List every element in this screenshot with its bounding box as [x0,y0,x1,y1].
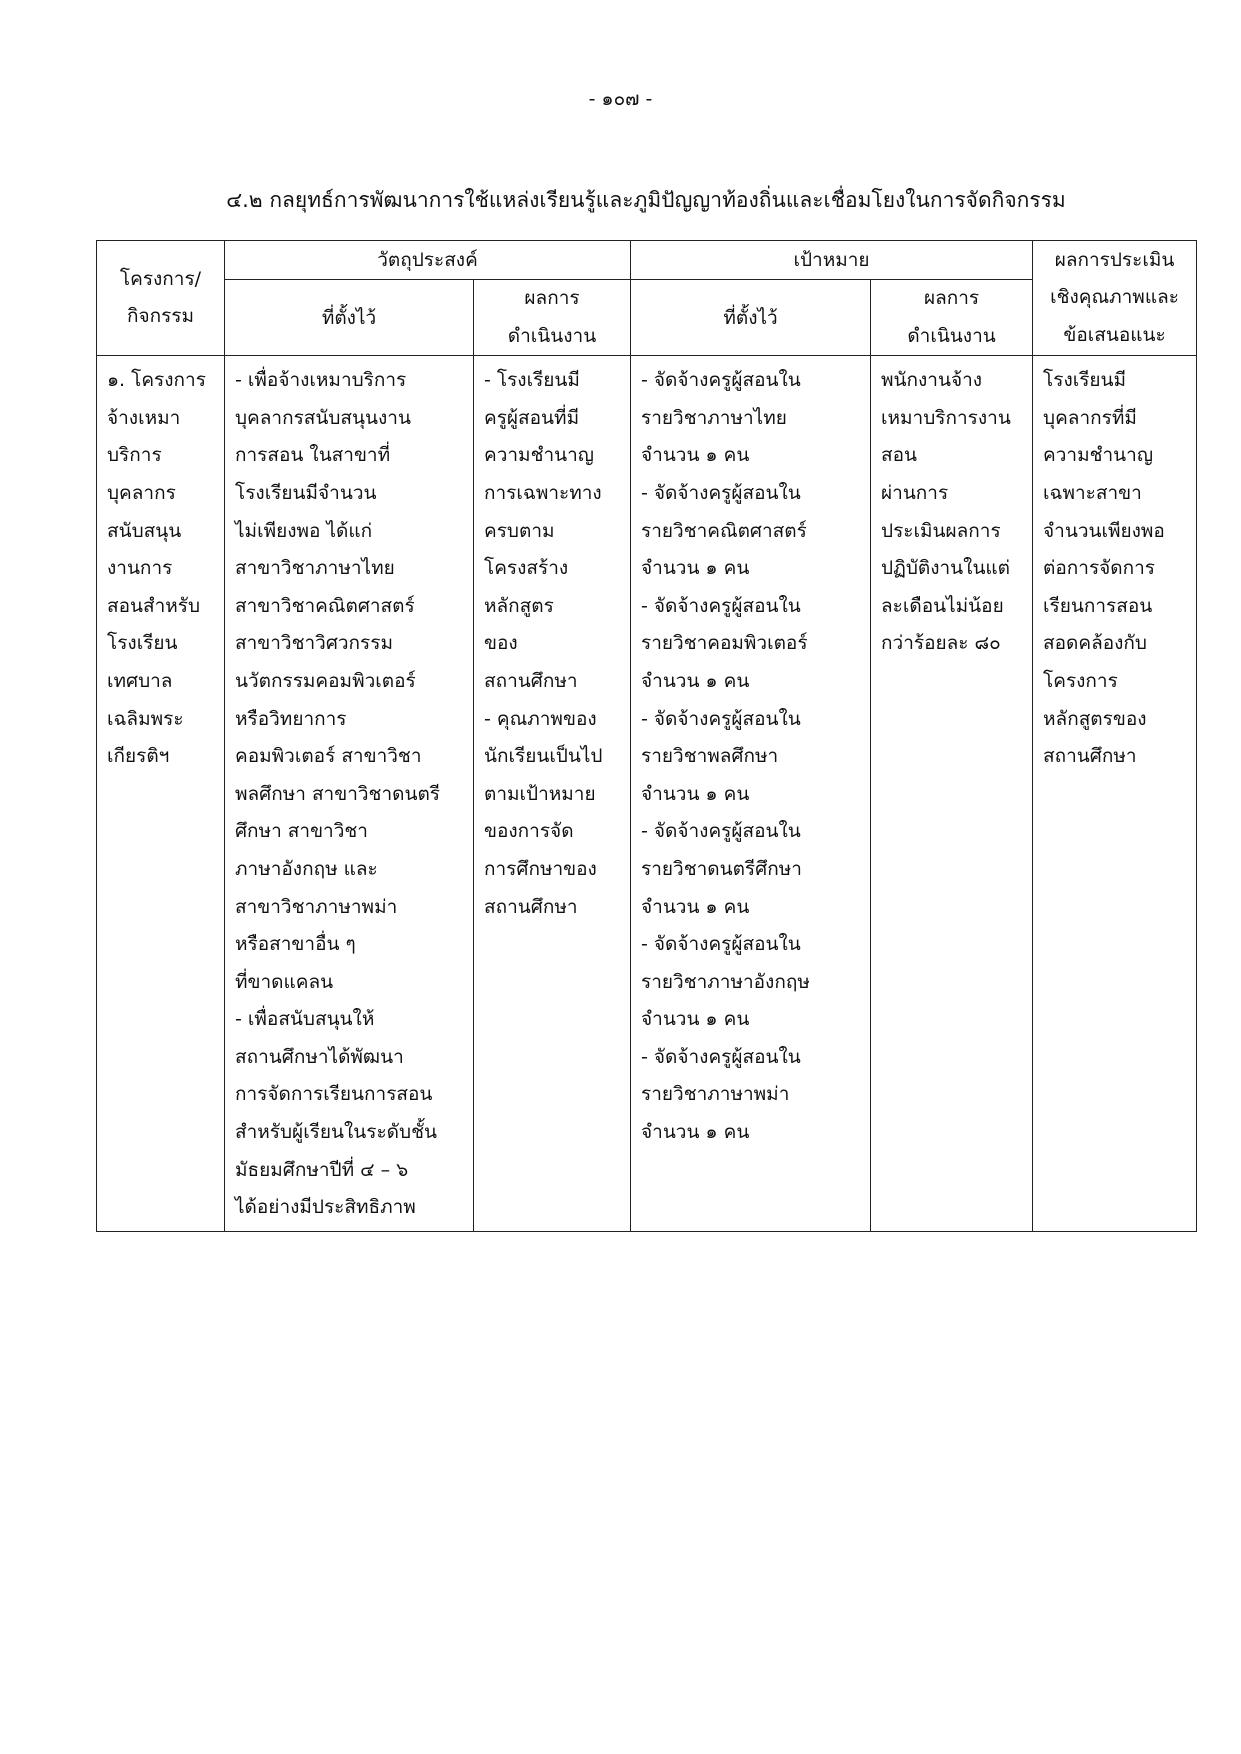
text-line: - คุณภาพของ [484,707,597,730]
text-line: รายวิชาภาษาพม่า [641,1083,790,1106]
text-line: ผลการประเมิน [1054,248,1175,271]
text-line: - โรงเรียนมี [484,369,580,392]
target-result-lines [881,362,1024,663]
table-header-row [97,241,1197,280]
text-line: ๑. โครงการ [107,369,206,392]
text-line: เกียรติฯ [107,745,170,768]
text-line: ความชำนาญ [1043,444,1154,467]
table-subheader-row [97,280,1197,356]
cell-target-result [871,356,1033,1232]
text-line: สอนสำหรับ [107,594,201,617]
text-line: หรือวิทยาการ [235,707,347,730]
text-line: รายวิชาพลศึกษา [641,745,779,768]
text-line: คอมพิวเตอร์ สาขาวิชา [235,745,422,768]
text-line: จำนวน ๑ คน [641,1121,750,1144]
section-title: ๔.๒ กลยุทธ์การพัฒนาการใช้แหล่งเรียนรู้และภูมิปัญญาท้องถิ่นและเชื่อมโยงในการจัดกิจกรรม [226,188,1066,212]
text-line: สำหรับผู้เรียนในระดับชั้น [235,1121,437,1144]
text-line: มัธยมศึกษาปีที่ ๔ – ๖ [235,1158,409,1181]
header-project-lines [101,261,220,336]
header-evaluation-lines [1037,242,1192,355]
text-line: ครูผู้สอนที่มี [484,406,580,429]
text-line: เชิงคุณภาพและ [1050,286,1179,309]
header-target-result-lines [875,280,1028,355]
text-line: โรงเรียนมี [1043,369,1127,392]
text-line: ประเมินผลการ [881,519,1001,542]
header-objective-result-lines [478,280,626,355]
text-line: สนับสนุน [107,519,182,542]
header-objective: วัตถุประสงค์ [225,241,631,280]
text-line: นวัตกรรมคอมพิวเตอร์ [235,669,416,692]
text-line: ตามเป้าหมาย [484,782,596,805]
text-line: จ้างเหมา [107,406,181,429]
text-line: พนักงานจ้าง [881,369,983,392]
text-line: ดำเนินงาน [907,324,996,347]
text-line: เทศบาล [107,669,173,692]
text-line: ผลการ [524,287,580,309]
text-line: รายวิชาดนตรีศึกษา [641,857,802,880]
header-objective-result [474,280,631,356]
text-line: จำนวนเพียงพอ [1043,519,1165,542]
table-row [97,356,1197,1232]
text-line: - จัดจ้างครูผู้สอนใน [641,481,801,504]
text-line: ไม่เพียงพอ ได้แก่ [235,519,373,542]
text-line: พลศึกษา สาขาวิชาดนตรี [235,782,440,805]
text-line: เฉพาะสาขา [1043,481,1142,504]
text-line: บุคลากรสนับสนุนงาน [235,406,411,429]
cell-target-planned [631,356,871,1232]
text-line: จำนวน ๑ คน [641,669,750,692]
text-line: จำนวน ๑ คน [641,895,750,918]
text-line: ผ่านการ [881,481,949,504]
text-line: กิจกรรม [126,305,195,328]
text-line: บุคลากร [107,481,176,504]
text-line: จำนวน ๑ คน [641,444,750,467]
text-line: ศึกษา สาขาวิชา [235,820,368,843]
text-line: ต่อการจัดการ [1043,557,1156,580]
text-line: รายวิชาภาษาอังกฤษ [641,970,810,993]
text-line: จำนวน ๑ คน [641,1008,750,1031]
text-line: การสอน ในสาขาที่ [235,444,391,467]
text-line: ดำเนินงาน [507,324,597,347]
text-line: สาขาวิชาภาษาไทย [235,557,395,580]
objective-planned-lines [235,362,465,1227]
cell-objective-result [474,356,631,1232]
text-line: การเฉพาะทาง [484,481,602,504]
text-line: - จัดจ้างครูผู้สอนใน [641,707,801,730]
header-target: เป้าหมาย [631,241,1033,280]
text-line: เรียนการสอน [1043,594,1153,617]
objective-result-lines [484,362,622,926]
page-number: - ๑๐๗ - [588,88,653,110]
text-line: ความชำนาญ [484,444,594,467]
header-objective-planned: ที่ตั้งไว้ [225,280,474,356]
text-line: งานการ [107,557,173,580]
text-line: สถานศึกษา [484,669,578,692]
text-line: สถานศึกษา [484,895,578,918]
cell-project [97,356,225,1232]
header-evaluation [1033,241,1197,356]
text-line: หลักสูตร [484,594,554,617]
text-line: โรงเรียน [107,632,178,655]
cell-objective-planned [225,356,474,1232]
text-line: - จัดจ้างครูผู้สอนใน [641,369,801,392]
text-line: สถานศึกษาได้พัฒนา [235,1045,404,1068]
text-line: บริการ [107,444,162,467]
text-line: กว่าร้อยละ ๘๐ [881,632,1001,655]
text-line: - จัดจ้างครูผู้สอนใน [641,820,801,843]
target-planned-lines [641,362,862,1151]
text-line: ที่ขาดแคลน [235,970,334,993]
text-line: รายวิชาภาษาไทย [641,406,787,429]
text-line: โครงการ [1043,669,1118,692]
text-line: - เพื่อสนับสนุนให้ [235,1008,375,1031]
text-line: รายวิชาคอมพิวเตอร์ [641,632,808,655]
text-line: โครงสร้าง [484,557,569,580]
text-line: สอน [881,444,918,467]
text-line: ละเดือนไม่น้อย [881,594,1004,617]
text-line: เฉลิมพระ [107,707,184,730]
text-line: โรงเรียนมีจำนวน [235,481,377,504]
text-line: ข้อเสนอแนะ [1063,323,1166,346]
text-line: ครบตาม [484,519,555,542]
text-line: สอดคล้องกับ [1043,632,1147,655]
text-line: จำนวน ๑ คน [641,782,750,805]
evaluation-lines [1043,362,1188,776]
text-line: - จัดจ้างครูผู้สอนใน [641,1045,801,1068]
text-line: สาขาวิชาวิศวกรรม [235,632,393,655]
text-line: ของ [484,632,518,655]
text-line: ได้อย่างมีประสิทธิภาพ [235,1196,416,1219]
text-line: ผลการ [923,287,980,309]
text-line: นักเรียนเป็นไป [484,745,603,768]
text-line: สาขาวิชาคณิตศาสตร์ [235,594,415,617]
text-line: บุคลากรที่มี [1043,406,1137,429]
project-lines [107,362,216,776]
header-target-planned: ที่ตั้งไว้ [631,280,871,356]
text-line: ภาษาอังกฤษ และ [235,857,378,880]
text-line: สาขาวิชาภาษาพม่า [235,895,398,918]
cell-evaluation [1033,356,1197,1232]
text-line: ของการจัด [484,820,574,843]
text-line: สถานศึกษา [1043,745,1137,768]
strategy-table [96,240,1197,1232]
text-line: รายวิชาคณิตศาสตร์ [641,519,807,542]
text-line: การศึกษาของ [484,857,597,880]
header-target-result [871,280,1033,356]
text-line: โครงการ/ [119,267,202,290]
text-line: - จัดจ้างครูผู้สอนใน [641,933,801,956]
text-line: - จัดจ้างครูผู้สอนใน [641,594,801,617]
text-line: การจัดการเรียนการสอน [235,1083,433,1106]
text-line: เหมาบริการงาน [881,406,1011,429]
text-line: จำนวน ๑ คน [641,557,750,580]
text-line: ปฏิบัติงานในแต่ [881,557,1011,580]
text-line: - เพื่อจ้างเหมาบริการ [235,369,407,392]
header-project [97,241,225,356]
text-line: หรือสาขาอื่น ๆ [235,933,356,956]
text-line: หลักสูตรของ [1043,707,1147,730]
